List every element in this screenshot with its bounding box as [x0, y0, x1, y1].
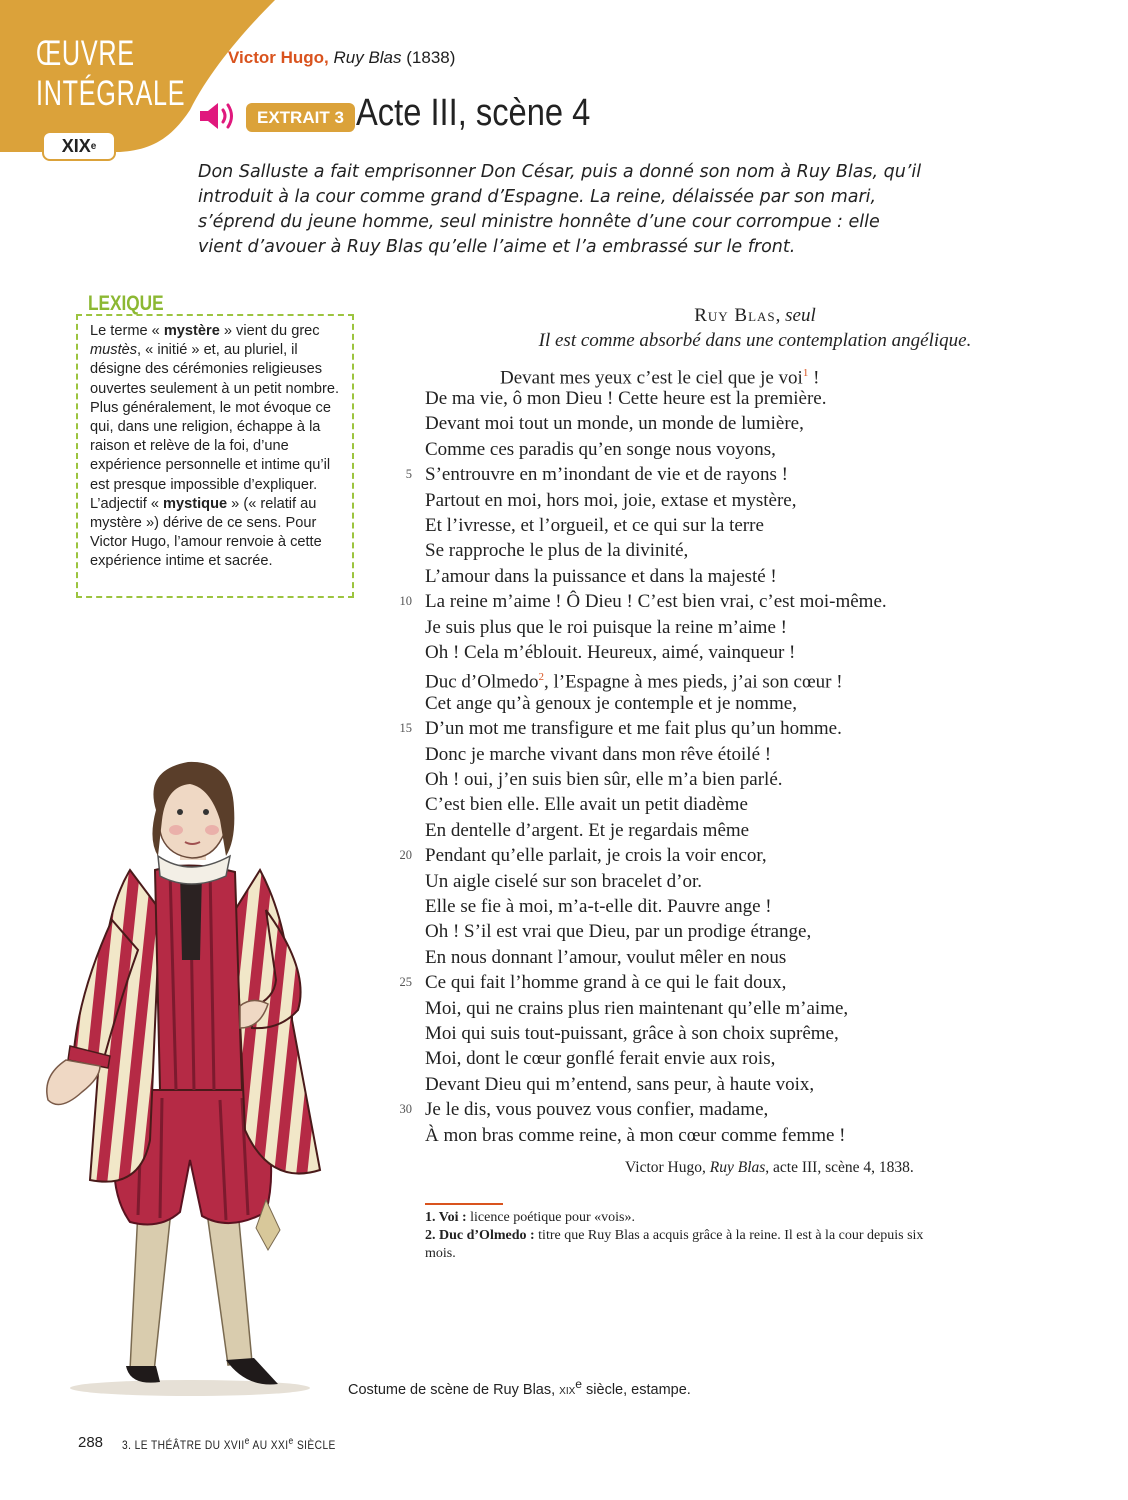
footnote-2: 2. Duc d’Olmedo : titre que Ruy Blas a acquis grâce à la reine. Il est à la cour depuis six mois.: [425, 1228, 924, 1261]
author-name: Victor Hugo,: [228, 48, 329, 67]
stage-direction: Il est comme absorbé dans une contemplation angélique.: [538, 330, 972, 351]
line-number: 20: [399, 848, 412, 862]
lexique-box: Le terme « mystère » vient du grec mustès, « initié » et, au pluriel, il désigne des cérémonies religieuses ouvertes seulement à un petit nombre. Plus généralement, le mot évoque ce qui, dans une religion, échappe à la raison et relève de la foi, d’une expérience personnelle et intime qu’il est presque impossible d’expliquer. L’adjectif « mystique » (« relatif au mystère ») dérive de ce sens. Pour Victor Hugo, l’amour renvoie à cette expérience intime et sacrée.: [76, 314, 354, 598]
verse-line: Je le dis, vous pouvez vous confier, madame,: [425, 1099, 769, 1120]
author-line: [228, 48, 455, 68]
verse-line: Je suis plus que le roi puisque la reine m’aime !: [425, 617, 787, 638]
verse-line: Se rapproche le plus de la divinité,: [425, 540, 689, 561]
verse-line: Et l’ivresse, et l’orgueil, et ce qui sur la terre: [425, 515, 764, 536]
footnotes: [425, 1209, 930, 1263]
lexique-term: mystère: [163, 323, 220, 339]
line-number: 10: [399, 594, 412, 608]
verse-line: Un aigle ciselé sur son bracelet d’or.: [425, 871, 702, 892]
note-ref: 1: [802, 367, 809, 379]
century-badge: XIX e: [42, 131, 116, 161]
verse-line: Oh ! Cela m’éblouit. Heureux, aimé, vainqueur !: [425, 642, 796, 663]
section-label: ŒUVRE INTÉGRALE: [36, 34, 186, 113]
note-ref: 2: [538, 671, 544, 683]
verse-line: Comme ces paradis qu’en songe nous voyons,: [425, 439, 776, 460]
verse-line: Oh ! S’il est vrai que Dieu, par un prodige étrange,: [425, 921, 812, 942]
verse-line: S’entrouvre en m’inondant de vie et de rayons !: [425, 464, 788, 485]
verse-line: Oh ! oui, j’en suis bien sûr, elle m’a bien parlé.: [425, 769, 783, 790]
verse-line: En dentelle d’argent. Et je regardais même: [425, 820, 750, 841]
extract-badge: EXTRAIT 3: [246, 103, 355, 132]
verse-line: Donc je marche vivant dans mon rêve étoilé !: [425, 744, 772, 765]
verse-line: La reine m’aime ! Ô Dieu ! C’est bien vrai, c’est moi-même.: [425, 591, 887, 612]
page-number: 288: [78, 1434, 104, 1451]
verse-line: Partout en moi, hors moi, joie, extase et mystère,: [425, 490, 797, 511]
verse-line: En nous donnant l’amour, voulut mêler en nous: [425, 947, 787, 968]
chapter-label: 3. LE THÉÂTRE DU XVIIe AU XXIe SIÈCLE: [122, 1436, 336, 1452]
verse-line: Moi, dont le cœur gonflé ferait envie aux rois,: [425, 1048, 776, 1069]
verse-line: Moi qui suis tout-puissant, grâce à son choix suprême,: [425, 1023, 839, 1044]
work-year: (1838): [406, 48, 456, 67]
illustration-caption: Costume de scène de Ruy Blas, xix$^e$ siècle, estampe.: [348, 1377, 691, 1398]
scene-title: Acte III, scène 4: [356, 92, 591, 134]
verse-line: À mon bras comme reine, à mon cœur comme femme !: [425, 1125, 846, 1146]
line-number: 15: [399, 721, 412, 735]
verse-line: Pendant qu’elle parlait, je crois la voir encor,: [425, 845, 767, 866]
speaker-icon[interactable]: [198, 100, 238, 132]
verse-line: De ma vie, ô mon Dieu ! Cette heure est la première.: [425, 388, 827, 409]
costume-illustration: [30, 760, 350, 1400]
line-number: 5: [405, 467, 412, 481]
intro-paragraph: Don Salluste a fait emprisonner Don César, puis a donné son nom à Ruy Blas, qu’il introduit à la cour comme grand d’Espagne. La reine, délaissée par son mari, s’éprend du jeune homme, seul ministre honnête d’une cour corrompue : elle vient d’avouer à Ruy Blas qu’elle l’aime et l’a embrassé sur le front.: [198, 162, 922, 257]
verse-line: Devant Dieu qui m’entend, sans peur, à haute voix,: [425, 1074, 815, 1095]
verse-line: Devant moi tout un monde, un monde de lumière,: [425, 413, 804, 434]
verse-line: D’un mot me transfigure et me fait plus qu’un homme.: [425, 718, 842, 739]
verse-line: Devant mes yeux c’est le ciel que je voi$^1$ !: [500, 367, 820, 389]
verse-line: L’amour dans la puissance et dans la majesté !: [425, 566, 777, 587]
verse-line: Duc d’Olmedo$^2$, l’Espagne à mes pieds, j’ai son cœur !: [425, 671, 843, 693]
line-number: 30: [399, 1102, 412, 1116]
verse-line: Elle se fie à moi, m’a-t-elle dit. Pauvre ange !: [425, 896, 772, 917]
speaker-name: Ruy Blas, seul: [694, 305, 816, 326]
verse-line: Ce qui fait l’homme grand à ce qui le fait doux,: [425, 972, 787, 993]
source-citation: Victor Hugo, Ruy Blas, acte III, scène 4, 1838.: [625, 1159, 914, 1176]
work-title: Ruy Blas: [333, 48, 402, 67]
verse-line: C’est bien elle. Elle avait un petit diadème: [425, 794, 748, 815]
verse-line: Moi, qui ne crains plus rien maintenant qu’elle m’aime,: [425, 998, 849, 1019]
footnote-1: 1. Voi : licence poétique pour «vois».: [425, 1210, 635, 1225]
footnote-rule: [425, 1203, 503, 1205]
verse-line: Cet ange qu’à genoux je contemple et je nomme,: [425, 693, 797, 714]
lexique-title: LEXIQUE: [88, 292, 164, 315]
lexique-term: mystique: [163, 495, 228, 512]
line-number: 25: [399, 975, 412, 989]
